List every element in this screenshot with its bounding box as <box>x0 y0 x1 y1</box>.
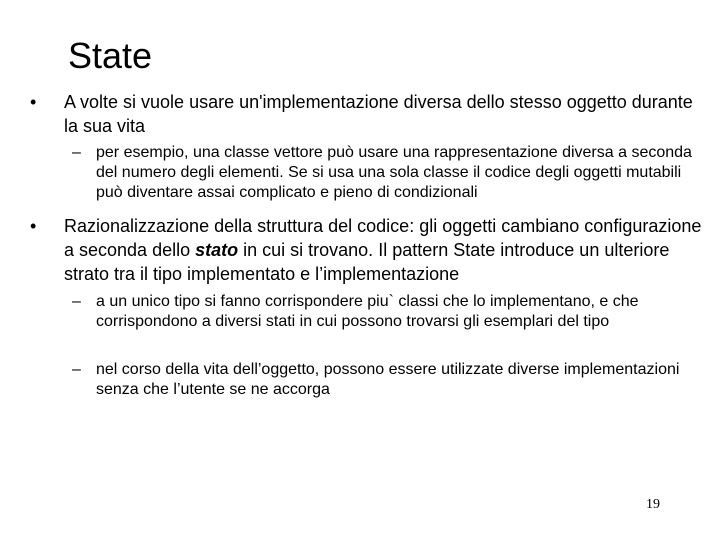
sub-bullet-text: nel corso della vita dell’oggetto, possono essere utilizzate diverse implementazioni senza che l’utente se ne accorga <box>96 361 680 398</box>
sub-bullet-item <box>72 143 702 203</box>
keyword-stato: stato <box>195 240 239 260</box>
sub-bullet-item <box>72 292 702 352</box>
bullet-text-before: Razionalizzazione della struttura del codice: gli oggetti cambiano configurazione a seconda dello <box>64 216 702 260</box>
bullet-text-after: in cui si trovano. Il pattern State introduce un ulteriore strato tra il tipo implementato e l’implementazione <box>64 240 670 284</box>
bullet-text <box>64 214 702 286</box>
sub-bullet-marker: – <box>72 144 81 161</box>
sub-bullet-item <box>72 360 702 400</box>
page-number: 19 <box>646 497 660 512</box>
sub-bullet-marker: – <box>72 293 81 310</box>
bullet-marker: • <box>30 216 37 236</box>
bullet-marker: • <box>30 92 37 112</box>
sub-bullet-text: a un unico tipo si fanno corrispondere piu` classi che lo implementano, e che corrispondono a diversi stati in cui possono trovarsi gli esemplari del tipo <box>96 293 639 330</box>
bullet-text: A volte si vuole usare un'implementazione diversa dello stesso oggetto durante la sua vita <box>64 92 693 136</box>
sub-bullet-marker: – <box>72 361 81 378</box>
bullet-item <box>30 90 702 138</box>
bullet-item <box>30 214 702 286</box>
sub-bullet-text: per esempio, una classe vettore può usare una rappresentazione diversa a seconda del numero degli elementi. Se si usa una sola classe il codice degli oggetti mutabili può diventare assai complicato e pieno di condizionali <box>96 144 692 201</box>
slide-title: State <box>68 35 153 76</box>
